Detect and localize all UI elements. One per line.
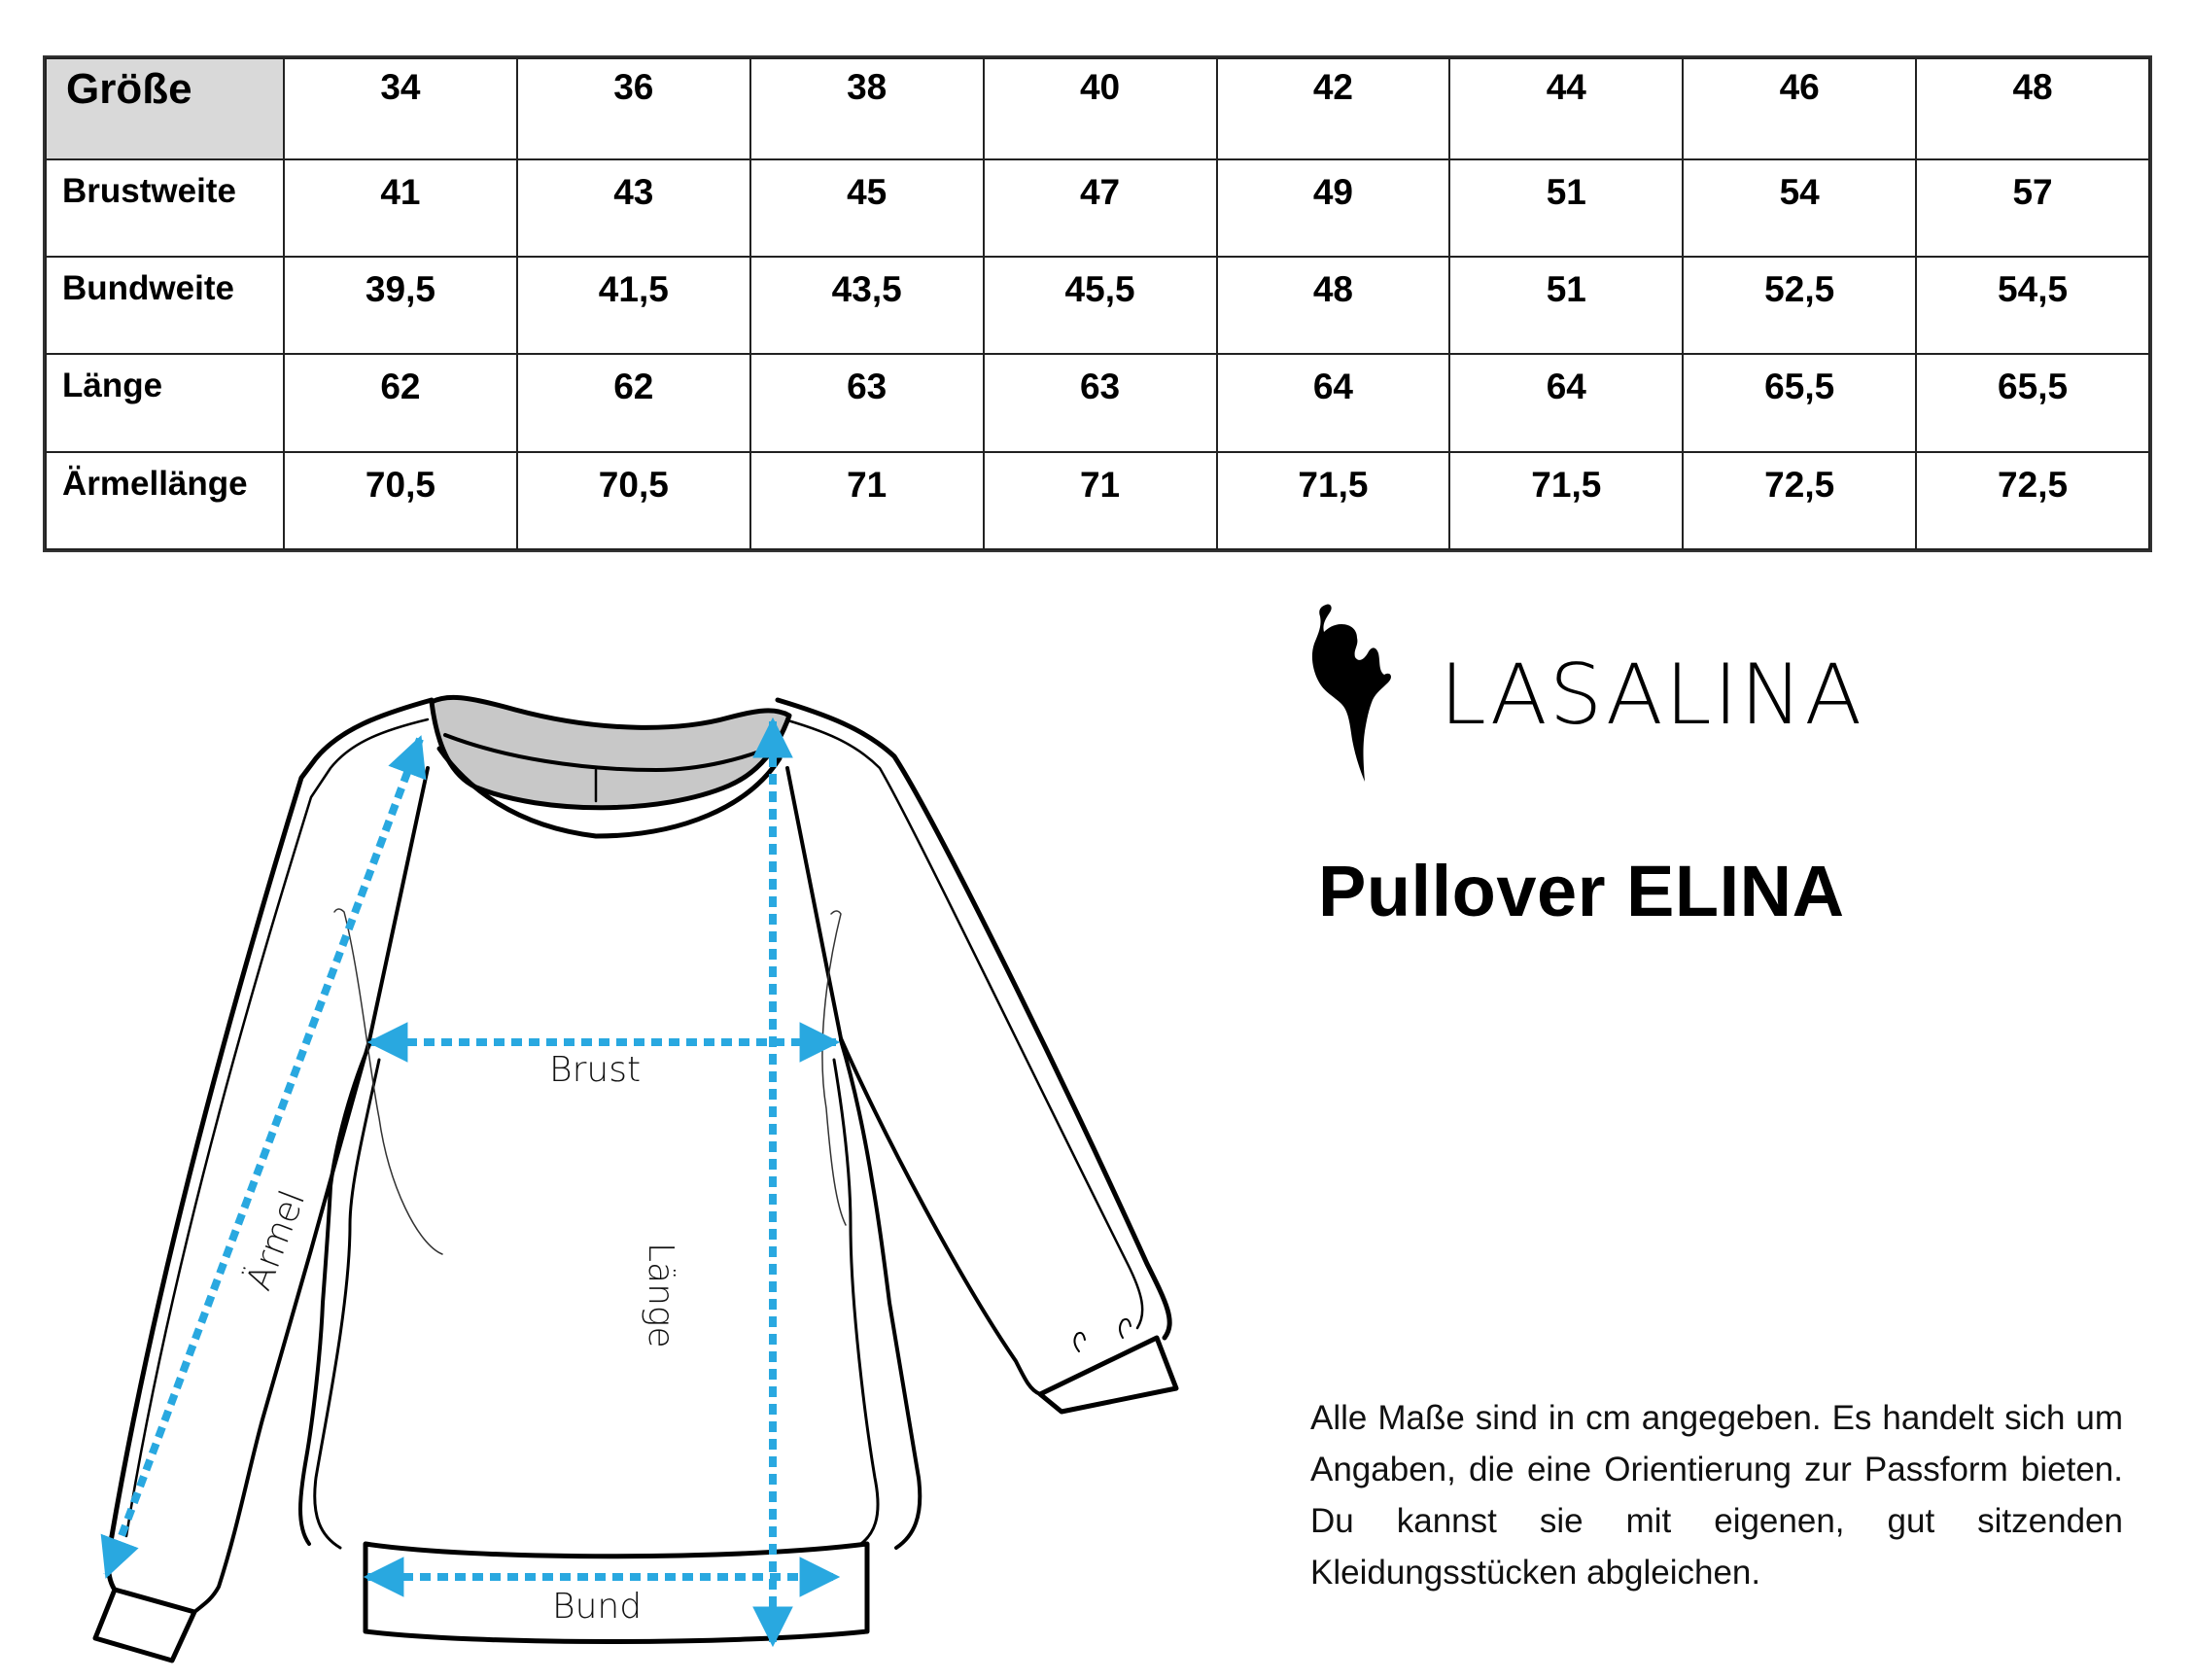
table-cell: 70,5	[284, 452, 517, 549]
table-cell: 71,5	[1217, 452, 1450, 549]
size-34: 34	[284, 58, 517, 159]
sweater-measurement-diagram	[58, 681, 1205, 1672]
size-chart-table	[43, 55, 2152, 552]
size-40: 40	[984, 58, 1217, 159]
brand-name: LASALINA	[1440, 647, 1864, 744]
table-cell: 47	[984, 159, 1217, 257]
table-cell: 41	[284, 159, 517, 257]
table-cell: 54,5	[1916, 257, 2149, 354]
size-42: 42	[1217, 58, 1450, 159]
sweater-illustration-icon	[58, 681, 1205, 1672]
size-44: 44	[1449, 58, 1683, 159]
table-cell: 45,5	[984, 257, 1217, 354]
table-cell: 48	[1217, 257, 1450, 354]
table-cell: 63	[750, 354, 984, 451]
table-cell: 72,5	[1916, 452, 2149, 549]
size-38: 38	[750, 58, 984, 159]
table-cell: 52,5	[1683, 257, 1916, 354]
table-row-waistband	[46, 257, 2149, 354]
table-cell: 65,5	[1916, 354, 2149, 451]
row-label: Länge	[46, 354, 284, 451]
table-cell: 71,5	[1449, 452, 1683, 549]
table-cell: 39,5	[284, 257, 517, 354]
table-cell: 45	[750, 159, 984, 257]
table-row-chest	[46, 159, 2149, 257]
row-label: Brustweite	[46, 159, 284, 257]
dragon-silhouette-icon	[1308, 603, 1406, 783]
hem-measure-label: Bund	[552, 1587, 643, 1627]
table-row-length	[46, 354, 2149, 451]
table-cell: 49	[1217, 159, 1450, 257]
size-36: 36	[517, 58, 750, 159]
table-cell: 71	[750, 452, 984, 549]
length-measure-label: Länge	[641, 1242, 680, 1348]
brand-logo	[1308, 603, 1864, 788]
size-48: 48	[1916, 58, 2149, 159]
table-cell: 54	[1683, 159, 1916, 257]
measurement-note: Alle Maße sind in cm angegeben. Es handelt sich um Angaben, die eine Orientierung zur Passform bieten. Du kannst sie mit eigenen, gut sitzenden Kleidungsstücken abgleichen.	[1310, 1399, 2123, 1592]
row-label: Bundweite	[46, 257, 284, 354]
size-46: 46	[1683, 58, 1916, 159]
table-cell: 51	[1449, 257, 1683, 354]
sleeve-measure-label: Ärmel	[239, 1185, 314, 1296]
table-cell: 43,5	[750, 257, 984, 354]
size-header-label: Größe	[46, 58, 284, 159]
chest-measure-label: Brust	[549, 1050, 642, 1090]
table-cell: 57	[1916, 159, 2149, 257]
table-cell: 41,5	[517, 257, 750, 354]
size-header-row	[46, 58, 2149, 159]
table-cell: 64	[1449, 354, 1683, 451]
table-row-sleeve-length	[46, 452, 2149, 549]
table-cell: 65,5	[1683, 354, 1916, 451]
table-cell: 62	[517, 354, 750, 451]
product-title: Pullover ELINA	[1318, 851, 1845, 931]
table-cell: 62	[284, 354, 517, 451]
table-cell: 63	[984, 354, 1217, 451]
table-cell: 70,5	[517, 452, 750, 549]
table-cell: 43	[517, 159, 750, 257]
row-label: Ärmellänge	[46, 452, 284, 549]
table-cell: 64	[1217, 354, 1450, 451]
table-cell: 71	[984, 452, 1217, 549]
table-cell: 51	[1449, 159, 1683, 257]
table-cell: 72,5	[1683, 452, 1916, 549]
